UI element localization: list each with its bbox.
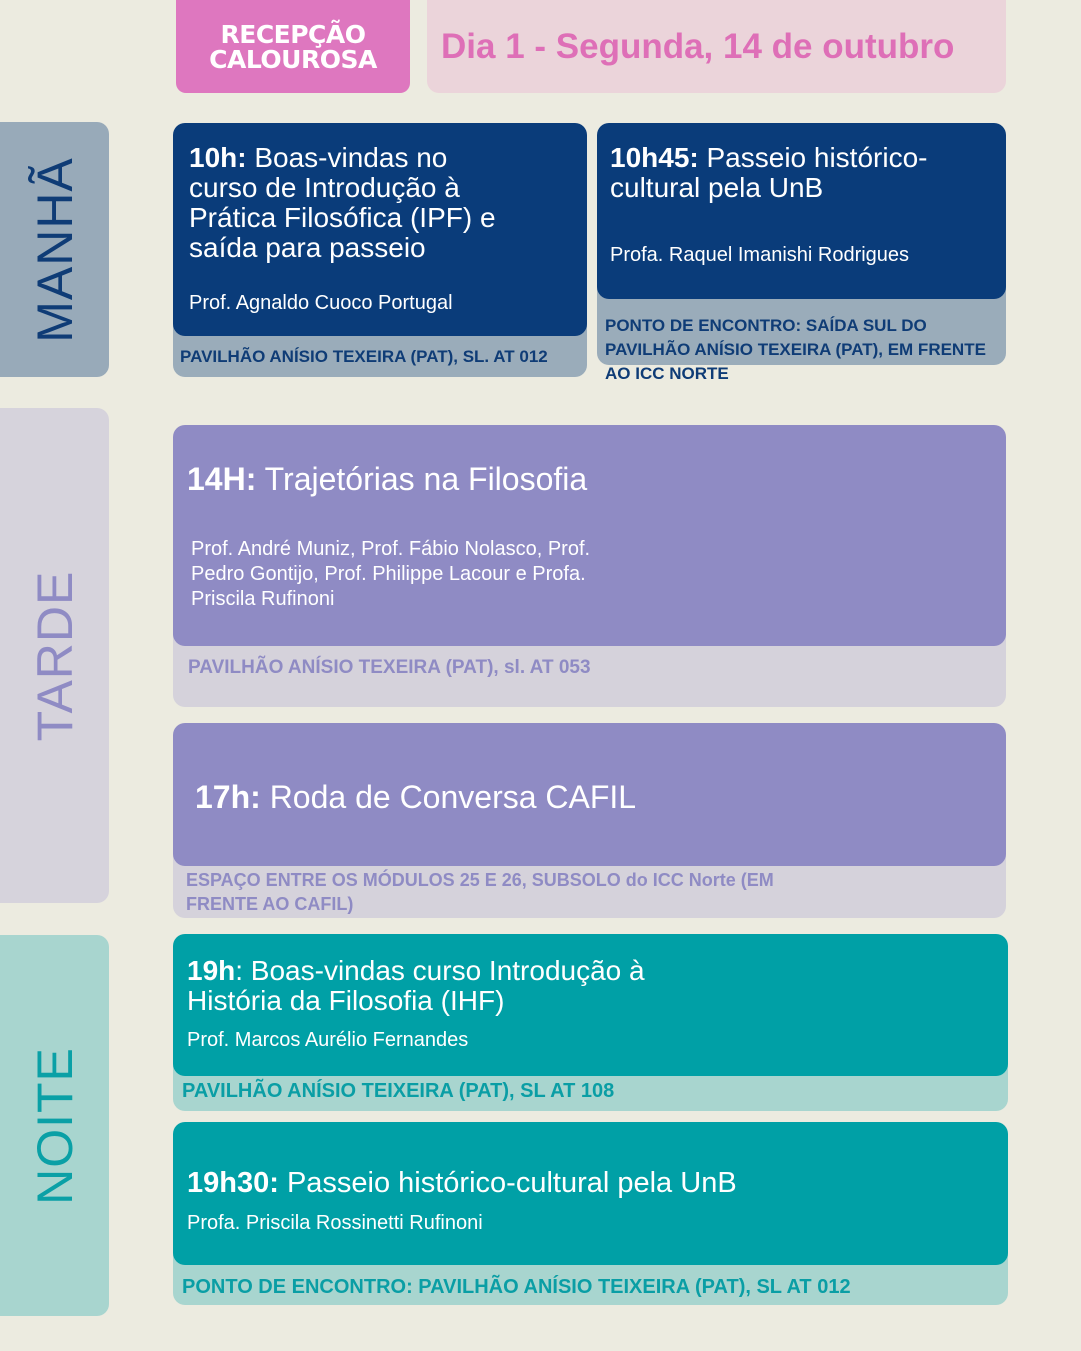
event-3-location-text: PAVILHÃO ANÍSIO TEXEIRA (PAT), sl. AT 053 — [188, 657, 591, 678]
badge-line-1: RECEPÇÃO — [220, 20, 366, 49]
event-6-time: 19h30: — [187, 1167, 279, 1199]
event-1-card — [173, 123, 587, 336]
event-3-card — [173, 425, 1006, 646]
event-1-location-text: PAVILHÃO ANÍSIO TEXEIRA (PAT), SL. AT 012 — [180, 347, 548, 366]
event-5-card — [173, 934, 1008, 1076]
event-2-heading — [610, 143, 980, 203]
event-6-title: Passeio histórico-cultural pela UnB — [278, 1167, 737, 1199]
period-tarde-label: TARDE — [26, 570, 83, 741]
badge-line-2: CALOUROSA — [209, 45, 377, 74]
event-6-location-text: PONTO DE ENCONTRO: PAVILHÃO ANÍSIO TEIXEIRA (PAT), SL AT 012 — [182, 1276, 851, 1298]
event-2-card — [597, 123, 1006, 299]
event-3-title: Trajetórias na Filosofia — [256, 461, 588, 497]
period-manha — [0, 122, 109, 377]
event-4-card — [173, 723, 1006, 866]
date-header: Dia 1 - Segunda, 14 de outubro — [427, 0, 1006, 93]
period-noite-label: NOITE — [26, 1046, 83, 1205]
event-5-title: : Boas-vindas curso Introdução à História da Filosofia (IHF) — [187, 955, 645, 1016]
event-3-time: 14H: — [187, 461, 257, 497]
event-2-speaker: Profa. Raquel Imanishi Rodrigues — [610, 244, 910, 266]
event-5-time: 19h — [187, 955, 236, 986]
event-1-heading — [189, 143, 509, 263]
event-6-card — [173, 1122, 1008, 1265]
event-2-title: Passeio histórico-cultural pela UnB — [610, 142, 928, 203]
event-3-speaker: Prof. André Muniz, Prof. Fábio Nolasco, Prof. Pedro Gontijo, Prof. Philippe Lacour e Profa. Priscila Rufinoni — [191, 538, 591, 610]
event-4-time: 17h: — [195, 779, 261, 815]
event-5-speaker: Prof. Marcos Aurélio Fernandes — [187, 1029, 469, 1051]
event-3-heading — [187, 461, 992, 497]
event-2-location-text: PONTO DE ENCONTRO: SAÍDA SUL DO PAVILHÃO ANÍSIO TEXEIRA (PAT), EM FRENTE AO ICC NORTE — [605, 316, 986, 383]
event-4-heading — [195, 779, 986, 815]
period-tarde — [0, 408, 109, 903]
period-noite — [0, 935, 109, 1316]
event-5-heading — [187, 956, 707, 1016]
event-4-location-text: ESPAÇO ENTRE OS MÓDULOS 25 E 26, SUBSOLO do ICC Norte (EM FRENTE AO CAFIL) — [186, 870, 774, 914]
event-5-location-text: PAVILHÃO ANÍSIO TEIXEIRA (PAT), SL AT 108 — [182, 1080, 615, 1102]
period-manha-label: MANHÃ — [26, 156, 83, 343]
event-4-title: Roda de Conversa CAFIL — [260, 779, 637, 815]
event-1-title: Boas-vindas no curso de Introdução à Prática Filosófica (IPF) e saída para passeio — [189, 142, 496, 263]
event-6-heading — [187, 1167, 994, 1199]
event-1-speaker: Prof. Agnaldo Cuoco Portugal — [189, 292, 453, 314]
event-2-time: 10h45: — [610, 142, 699, 173]
event-badge — [176, 0, 410, 93]
event-6-speaker: Profa. Priscila Rossinetti Rufinoni — [187, 1212, 483, 1234]
event-1-time: 10h: — [189, 142, 247, 173]
